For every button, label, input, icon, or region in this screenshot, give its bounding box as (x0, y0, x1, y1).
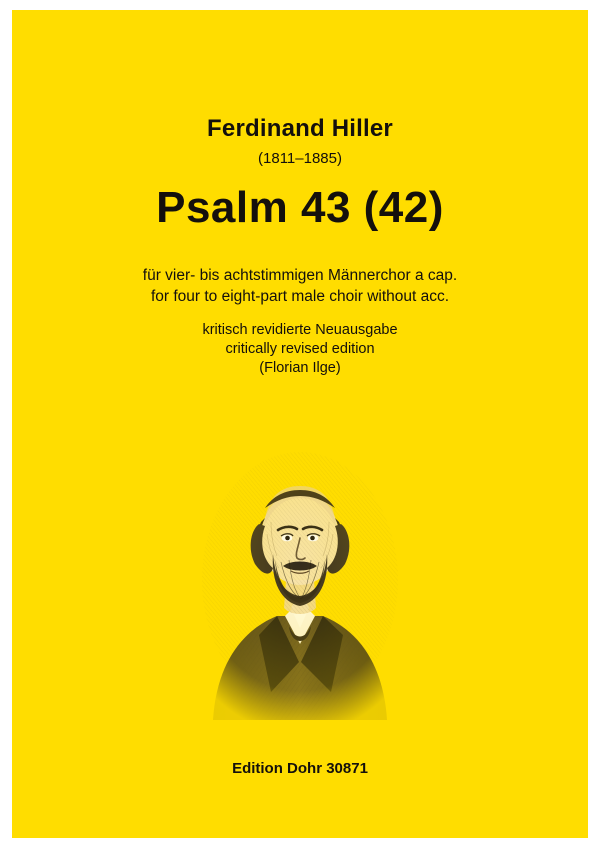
portrait-container (12, 430, 588, 720)
composer-lifespan: (1811–1885) (258, 150, 342, 167)
edition-block (12, 321, 588, 378)
edition-german: kritisch revidierte Neuausgabe (202, 322, 398, 338)
cover-page (12, 10, 588, 838)
editor-name: (Florian Ilge) (259, 360, 341, 376)
composer-name: Ferdinand Hiller (207, 115, 393, 142)
edition-english: critically revised edition (225, 341, 375, 357)
scoring-english: for four to eight-part male choir without acc. (150, 288, 450, 305)
work-title: Psalm 43 (42) (156, 183, 444, 232)
publisher-imprint: Edition Dohr 30871 (232, 760, 368, 777)
composer-portrait-engraving (185, 430, 415, 720)
scoring-german: für vier- bis achtstimmigen Männerchor a cap. (142, 267, 458, 284)
scoring-block (12, 265, 588, 307)
